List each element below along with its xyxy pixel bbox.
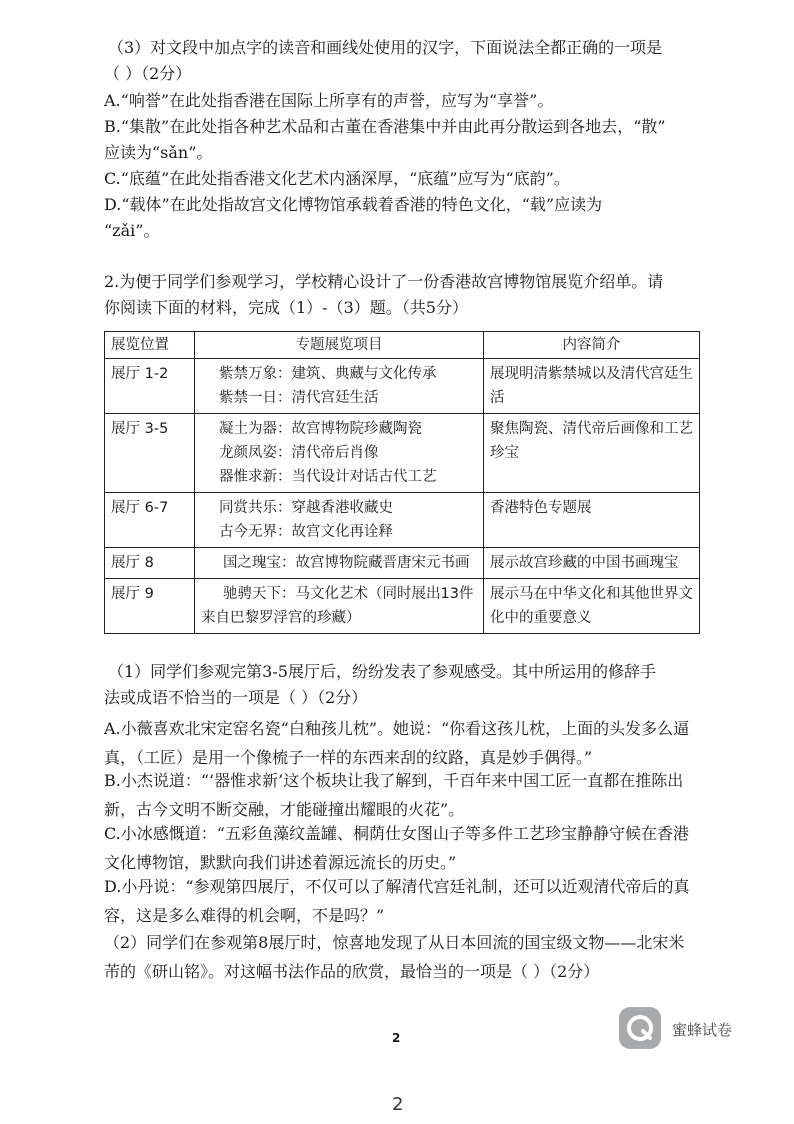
watermark-text: 蜜蜂试卷 [672, 1021, 733, 1039]
project-item: 紫禁一日：清代宫廷生活 [219, 390, 379, 406]
sub1-stem-line1: （1）同学们参观完第3-5展厅后，纷纷发表了参观感受。其中所运用的修辞手 [108, 662, 656, 681]
header-location: 展览位置 [105, 332, 195, 359]
exhibition-table [104, 331, 700, 634]
q3-option-b-line2: 应读为“sǎn”。 [104, 143, 213, 162]
row-projects [195, 414, 484, 493]
sub1-option-b: B.小杰说道：“‘器惟求新’这个板块让我了解到，千百年来中国工匠一直都在推陈出新，古今文明不断交融，才能碰撞出耀眼的火花”。 [104, 771, 684, 819]
row-projects: 驰骋天下：马文化艺术（同时展出13件来自巴黎罗浮宫的珍藏） [195, 579, 484, 634]
table-row [105, 493, 700, 548]
q3-option-c: C.“底蕴”在此处指香港文化艺术内涵深厚，“底蕴”应写为“底韵”。 [104, 169, 570, 188]
watermark-logo-icon [619, 1007, 661, 1049]
sub1-option-a-block [104, 714, 699, 772]
project-item: 紫禁万象：建筑、典藏与文化传承 [219, 366, 437, 382]
row-location: 展厅 3-5 [105, 414, 195, 493]
row-description: 展示故宫珍藏的中国书画瑰宝 [484, 548, 700, 579]
sub1-option-b-block [104, 766, 699, 824]
row-projects [195, 493, 484, 548]
table-row [105, 414, 700, 493]
row-description: 展现明清紫禁城以及清代宫廷生活 [484, 359, 700, 414]
header-projects: 专题展览项目 [195, 332, 484, 359]
project-item: 古今无界：故宫文化再诠释 [219, 524, 393, 540]
q2-intro-line1: 2.为便于同学们参观学习，学校精心设计了一份香港故宫博物馆展览介绍单。请 [104, 272, 664, 291]
table-row [105, 579, 700, 634]
q2-intro-line2: 你阅读下面的材料，完成（1）-（3）题。（共5分） [104, 298, 468, 317]
project-item: 凝土为器：故宫博物院珍藏陶瓷 [219, 421, 422, 437]
header-description: 内容简介 [484, 332, 700, 359]
q3-option-a: A.“响誉”在此处指香港在国际上所享有的声誉，应写为“享誉”。 [104, 91, 554, 110]
row-location: 展厅 1-2 [105, 359, 195, 414]
row-description: 香港特色专题展 [484, 493, 700, 548]
q3-stem: （3）对文段中加点字的读音和画线处使用的汉字，下面说法全都正确的一项是 [108, 38, 663, 57]
project-item: 同赏共乐：穿越香港收藏史 [219, 500, 393, 516]
q3-answer-blank: （ ）（2分） [104, 64, 192, 83]
row-location: 展厅 8 [105, 548, 195, 579]
sub1-option-d: D.小丹说：“参观第四展厅，不仅可以了解清代宫廷礼制，还可以近观清代帝后的真容，这是多么难得的机会啊，不是吗？” [104, 877, 690, 925]
row-location: 展厅 6-7 [105, 493, 195, 548]
sub2-block [104, 928, 699, 986]
page-number-small: 2 [392, 1031, 401, 1045]
q3-option-d-line2: “zǎi”。 [104, 221, 160, 240]
sub1-option-c-block [104, 819, 699, 877]
row-description: 聚焦陶瓷、清代帝后画像和工艺珍宝 [484, 414, 700, 493]
table-row [105, 359, 700, 414]
sub1-option-c: C.小冰感慨道：“五彩鱼藻纹盖罐、桐荫仕女图山子等多件工艺珍宝静静守候在香港文化博物馆，默默向我们讲述着源远流长的历史。” [104, 824, 689, 872]
table-header-row [105, 332, 700, 359]
project-item: 龙颜凤姿：清代帝后肖像 [219, 445, 379, 461]
q3-option-b-line1: B.“集散”在此处指各种艺术品和古董在香港集中并由此再分散运到各地去，“散” [104, 117, 666, 136]
sub2-stem: （2）同学们在参观第8展厅时，惊喜地发现了从日本回流的国宝级文物——北宋米芾的《研山铭》。对这幅书法作品的欣赏，最恰当的一项是（ ）（2分） [104, 933, 685, 981]
row-location: 展厅 9 [105, 579, 195, 634]
sub1-option-a: A.小薇喜欢北宋定窑名瓷“白釉孩儿枕”。她说：“你看这孩儿枕，上面的头发多么逼真，（工匠）是用一个像梳子一样的东西来刮的纹路，真是妙手偶得。” [104, 719, 690, 767]
row-projects: 国之瑰宝：故宫博物院藏晋唐宋元书画 [195, 548, 484, 579]
page-number: 2 [392, 1094, 404, 1115]
row-projects [195, 359, 484, 414]
project-item: 器惟求新：当代设计对话古代工艺 [219, 469, 437, 485]
sub1-stem-line2: 法或成语不恰当的一项是（ ）（2分） [104, 688, 368, 707]
q3-option-d-line1: D.“载体”在此处指故宫文化博物馆承载着香港的特色文化，“载”应读为 [104, 195, 603, 214]
row-description: 展示马在中华文化和其他世界文化中的重要意义 [484, 579, 700, 634]
sub1-option-d-block [104, 872, 699, 930]
table-row [105, 548, 700, 579]
